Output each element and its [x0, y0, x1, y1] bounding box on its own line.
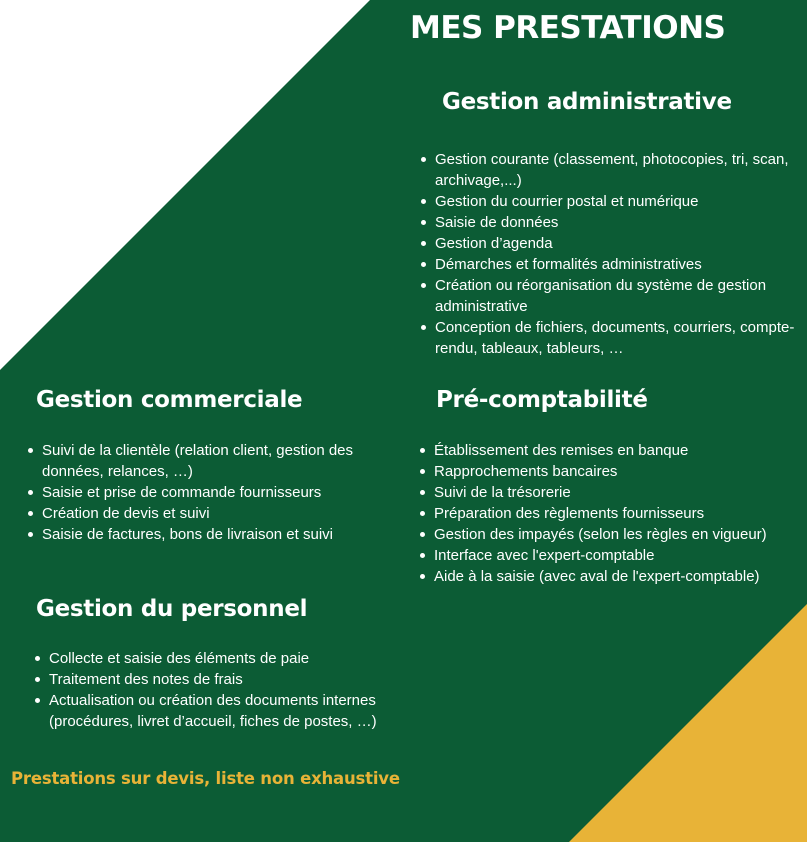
section-title-admin: Gestion administrative	[442, 89, 732, 115]
list-item: Suivi de la clientèle (relation client, gestion des données, relances, …)	[42, 440, 412, 482]
section-title-precompta: Pré-comptabilité	[436, 387, 648, 413]
commerciale-list	[20, 440, 412, 545]
list-item: Actualisation ou création des documents internes (procédures, livret d’accueil, fiches de postes, …)	[49, 690, 389, 732]
list-item: Démarches et formalités administratives	[435, 254, 807, 275]
list-item: Aide à la saisie (avec aval de l'expert-comptable)	[434, 566, 807, 587]
white-corner-triangle	[0, 0, 370, 370]
list-item: Création de devis et suivi	[42, 503, 412, 524]
list-item: Gestion courante (classement, photocopies, tri, scan, archivage,...)	[435, 149, 807, 191]
list-item: Interface avec l'expert-comptable	[434, 545, 807, 566]
list-item: Création ou réorganisation du système de gestion administrative	[435, 275, 807, 317]
list-item: Gestion du courrier postal et numérique	[435, 191, 807, 212]
personnel-list	[27, 648, 389, 732]
list-item: Gestion des impayés (selon les règles en vigueur)	[434, 524, 807, 545]
gold-corner-triangle	[569, 604, 807, 842]
list-item: Saisie de factures, bons de livraison et suivi	[42, 524, 412, 545]
list-item: Rapprochements bancaires	[434, 461, 807, 482]
footer-note: Prestations sur devis, liste non exhaustive	[11, 769, 400, 788]
precompta-list	[412, 440, 807, 587]
list-item: Établissement des remises en banque	[434, 440, 807, 461]
list-item: Saisie et prise de commande fournisseurs	[42, 482, 412, 503]
section-title-commerciale: Gestion commerciale	[36, 387, 303, 413]
list-item: Préparation des règlements fournisseurs	[434, 503, 807, 524]
admin-list	[413, 149, 807, 359]
list-item: Gestion d’agenda	[435, 233, 807, 254]
list-item: Traitement des notes de frais	[49, 669, 389, 690]
section-title-personnel: Gestion du personnel	[36, 596, 308, 622]
list-item: Conception de fichiers, documents, courriers, compte-rendu, tableaux, tableurs, …	[435, 317, 807, 359]
list-item: Suivi de la trésorerie	[434, 482, 807, 503]
list-item: Collecte et saisie des éléments de paie	[49, 648, 389, 669]
list-item: Saisie de données	[435, 212, 807, 233]
page-title: MES PRESTATIONS	[410, 10, 726, 46]
